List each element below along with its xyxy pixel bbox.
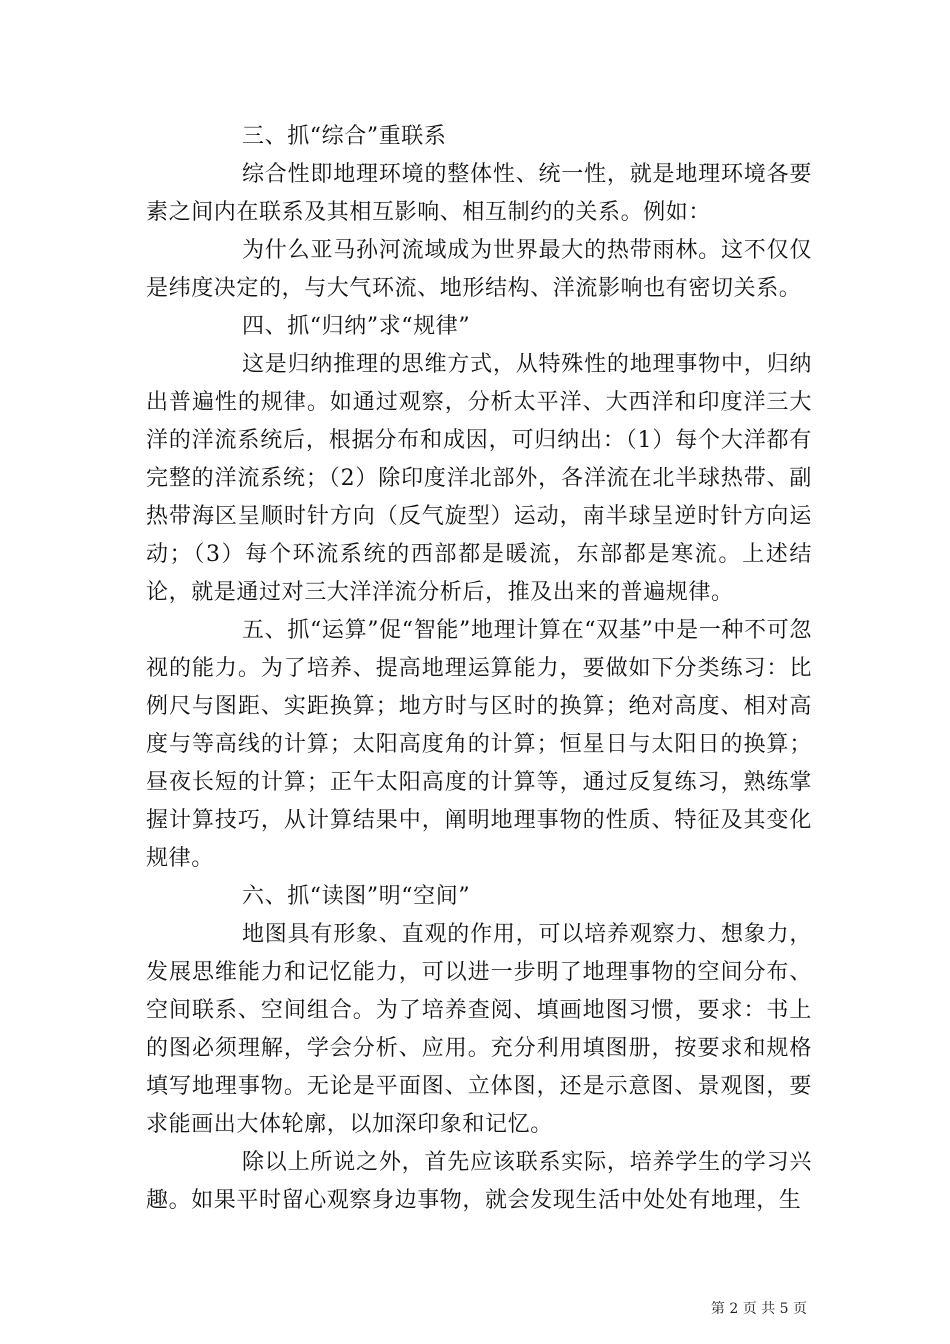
page-label-middle: 页 共 <box>742 1301 776 1317</box>
paragraph: 除以上所说之外，首先应该联系实际，培养学生的学习兴趣。如果平时留心观察身边事物，就会发现生活中处处有地理，生 <box>146 1150 812 1213</box>
paragraph: 地图具有形象、直观的作用，可以培养观察力、想象力，发展思维能力和记忆能力，可以进一步明了地理事物的空间分布、空间联系、空间组合。为了培养查阅、填画地图习惯，要求：书上的图必须理解，学会分析、应用。充分利用填图册，按要求和规格填写地理事物。无论是平面图、立体图，还是示意图、景观图，要求能画出大体轮廓，以加深印象和记忆。 <box>146 922 812 1137</box>
paragraph: 这是归纳推理的思维方式，从特殊性的地理事物中，归纳出普遍性的规律。如通过观察，分析太平洋、大西洋和印度洋三大洋的洋流系统后，根据分布和成因，可归纳出：（1）每个大洋都有完整的洋流系统；（2）除印度洋北部外，各洋流在北半球热带、副热带海区呈顺时针方向（反气旋型）运动，南半球呈逆时针方向运动；（3）每个环流系统的西部都是暖流，东部都是寒流。上述结论，就是通过对三大洋洋流分析后，推及出来的普遍规律。 <box>146 352 812 605</box>
total-pages-number: 5 <box>779 1301 789 1317</box>
section-heading-4: 四、抓“归纳”求“规律” <box>242 314 471 339</box>
section-heading-3: 三、抓“综合”重联系 <box>242 124 447 149</box>
paragraph: 五、抓“运算”促“智能”地理计算在“双基”中是一种不可忽视的能力。为了培养、提高地理运算能力，要做如下分类练习：比例尺与图距、实距换算；地方时与区时的换算；绝对高度、相对高度与等高线的计算；太阳高度角的计算；恒星日与太阳日的换算；昼夜长短的计算；正午太阳高度的计算等，通过反复练习，熟练掌握计算技巧，从计算结果中，阐明地理事物的性质、特征及其变化规律。 <box>146 618 812 871</box>
current-page-number: 2 <box>729 1301 739 1317</box>
section-heading-6: 六、抓“读图”明“空间” <box>242 884 471 909</box>
document-body <box>146 118 812 1220</box>
page-label-suffix: 页 <box>793 1301 807 1317</box>
page-footer <box>711 1300 807 1318</box>
paragraph: 综合性即地理环境的整体性、统一性，就是地理环境各要素之间内在联系及其相互影响、相互制约的关系。例如： <box>146 162 812 225</box>
page-label-prefix: 第 <box>710 1301 725 1317</box>
paragraph: 为什么亚马孙河流域成为世界最大的热带雨林。这不仅仅是纬度决定的，与大气环流、地形结构、洋流影响也有密切关系。 <box>146 238 812 301</box>
